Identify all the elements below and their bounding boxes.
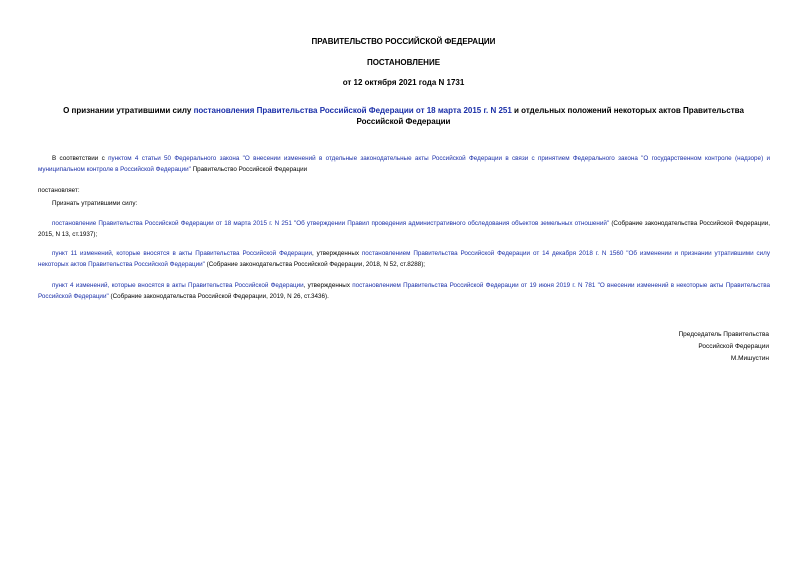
subject-link[interactable]: постановления Правительства Российской Федерации от 18 марта 2015 г. N 251 — [193, 106, 512, 115]
document-type: ПОСТАНОВЛЕНИЕ — [366, 58, 441, 67]
federal-law-link[interactable]: пунктом 4 статьи 50 Федерального закона "О внесении изменений в отдельные законодательные акты Российской Федерации в связи с принятием Федерального закона "О государственном контроле (надзоре) и муниципальном контроле в Российской Федерации" — [38, 155, 770, 173]
signature-block — [678, 329, 769, 365]
preamble-text: Правительство Российской Федерации — [190, 166, 308, 173]
preamble-text: В соответствии с — [52, 155, 109, 162]
recognize-line: Признать утратившими силу: — [52, 200, 138, 207]
list-item — [38, 218, 770, 240]
item-text: , утвержденных — [303, 282, 353, 289]
list-item — [38, 280, 770, 302]
resolution-251-link[interactable]: постановление Правительства Российской Федерации от 18 марта 2015 г. N 251 "Об утверждении Правил проведения административного обследования объектов земельных отношений" — [52, 220, 610, 227]
signature-position: Председатель Правительства — [678, 331, 769, 338]
item-text: (Собрание законодательства Российской Федерации, 2019, N 26, ст.3436). — [108, 293, 329, 300]
resolution-781-link[interactable]: постановлением Правительства Российской Федерации от 19 июня 2019 г. N 781 "О внесении изменений в некоторые акты Правительства Российской Федерации" — [38, 282, 770, 300]
item-11-link[interactable]: пункт 11 изменений, которые вносятся в акты Правительства Российской Федерации — [52, 250, 313, 257]
subject-text: О признании утратившими силу — [63, 106, 194, 115]
document-date-number: от 12 октября 2021 года N 1731 — [342, 78, 465, 87]
resolution-1560-link[interactable]: постановлением Правительства Российской Федерации от 14 декабря 2018 г. N 1560 "Об изменении и признании утратившими силу некоторых актов Правительства Российской Федерации" — [38, 250, 770, 268]
item-text: , утвержденных — [312, 250, 362, 257]
document-subject — [40, 105, 767, 127]
signature-organization: Российской Федерации — [698, 343, 769, 350]
signature-name: М.Мишустин — [730, 355, 769, 362]
item-text: (Собрание законодательства Российской Федерации, 2018, N 52, ст.8288); — [204, 261, 426, 268]
preamble-paragraph — [38, 153, 770, 175]
item-text: (Собрание законодательства Российской Федерации, 2015, N 13, ст.1937); — [38, 220, 770, 238]
resolves-line: постановляет: — [38, 187, 80, 194]
subject-text: и отдельных положений некоторых актов Правительства Российской Федерации — [356, 106, 744, 126]
item-4-link[interactable]: пункт 4 изменений, которые вносятся в акты Правительства Российской Федерации — [52, 282, 304, 289]
list-item — [38, 248, 770, 270]
issuing-authority: ПРАВИТЕЛЬСТВО РОССИЙСКОЙ ФЕДЕРАЦИИ — [311, 37, 496, 46]
